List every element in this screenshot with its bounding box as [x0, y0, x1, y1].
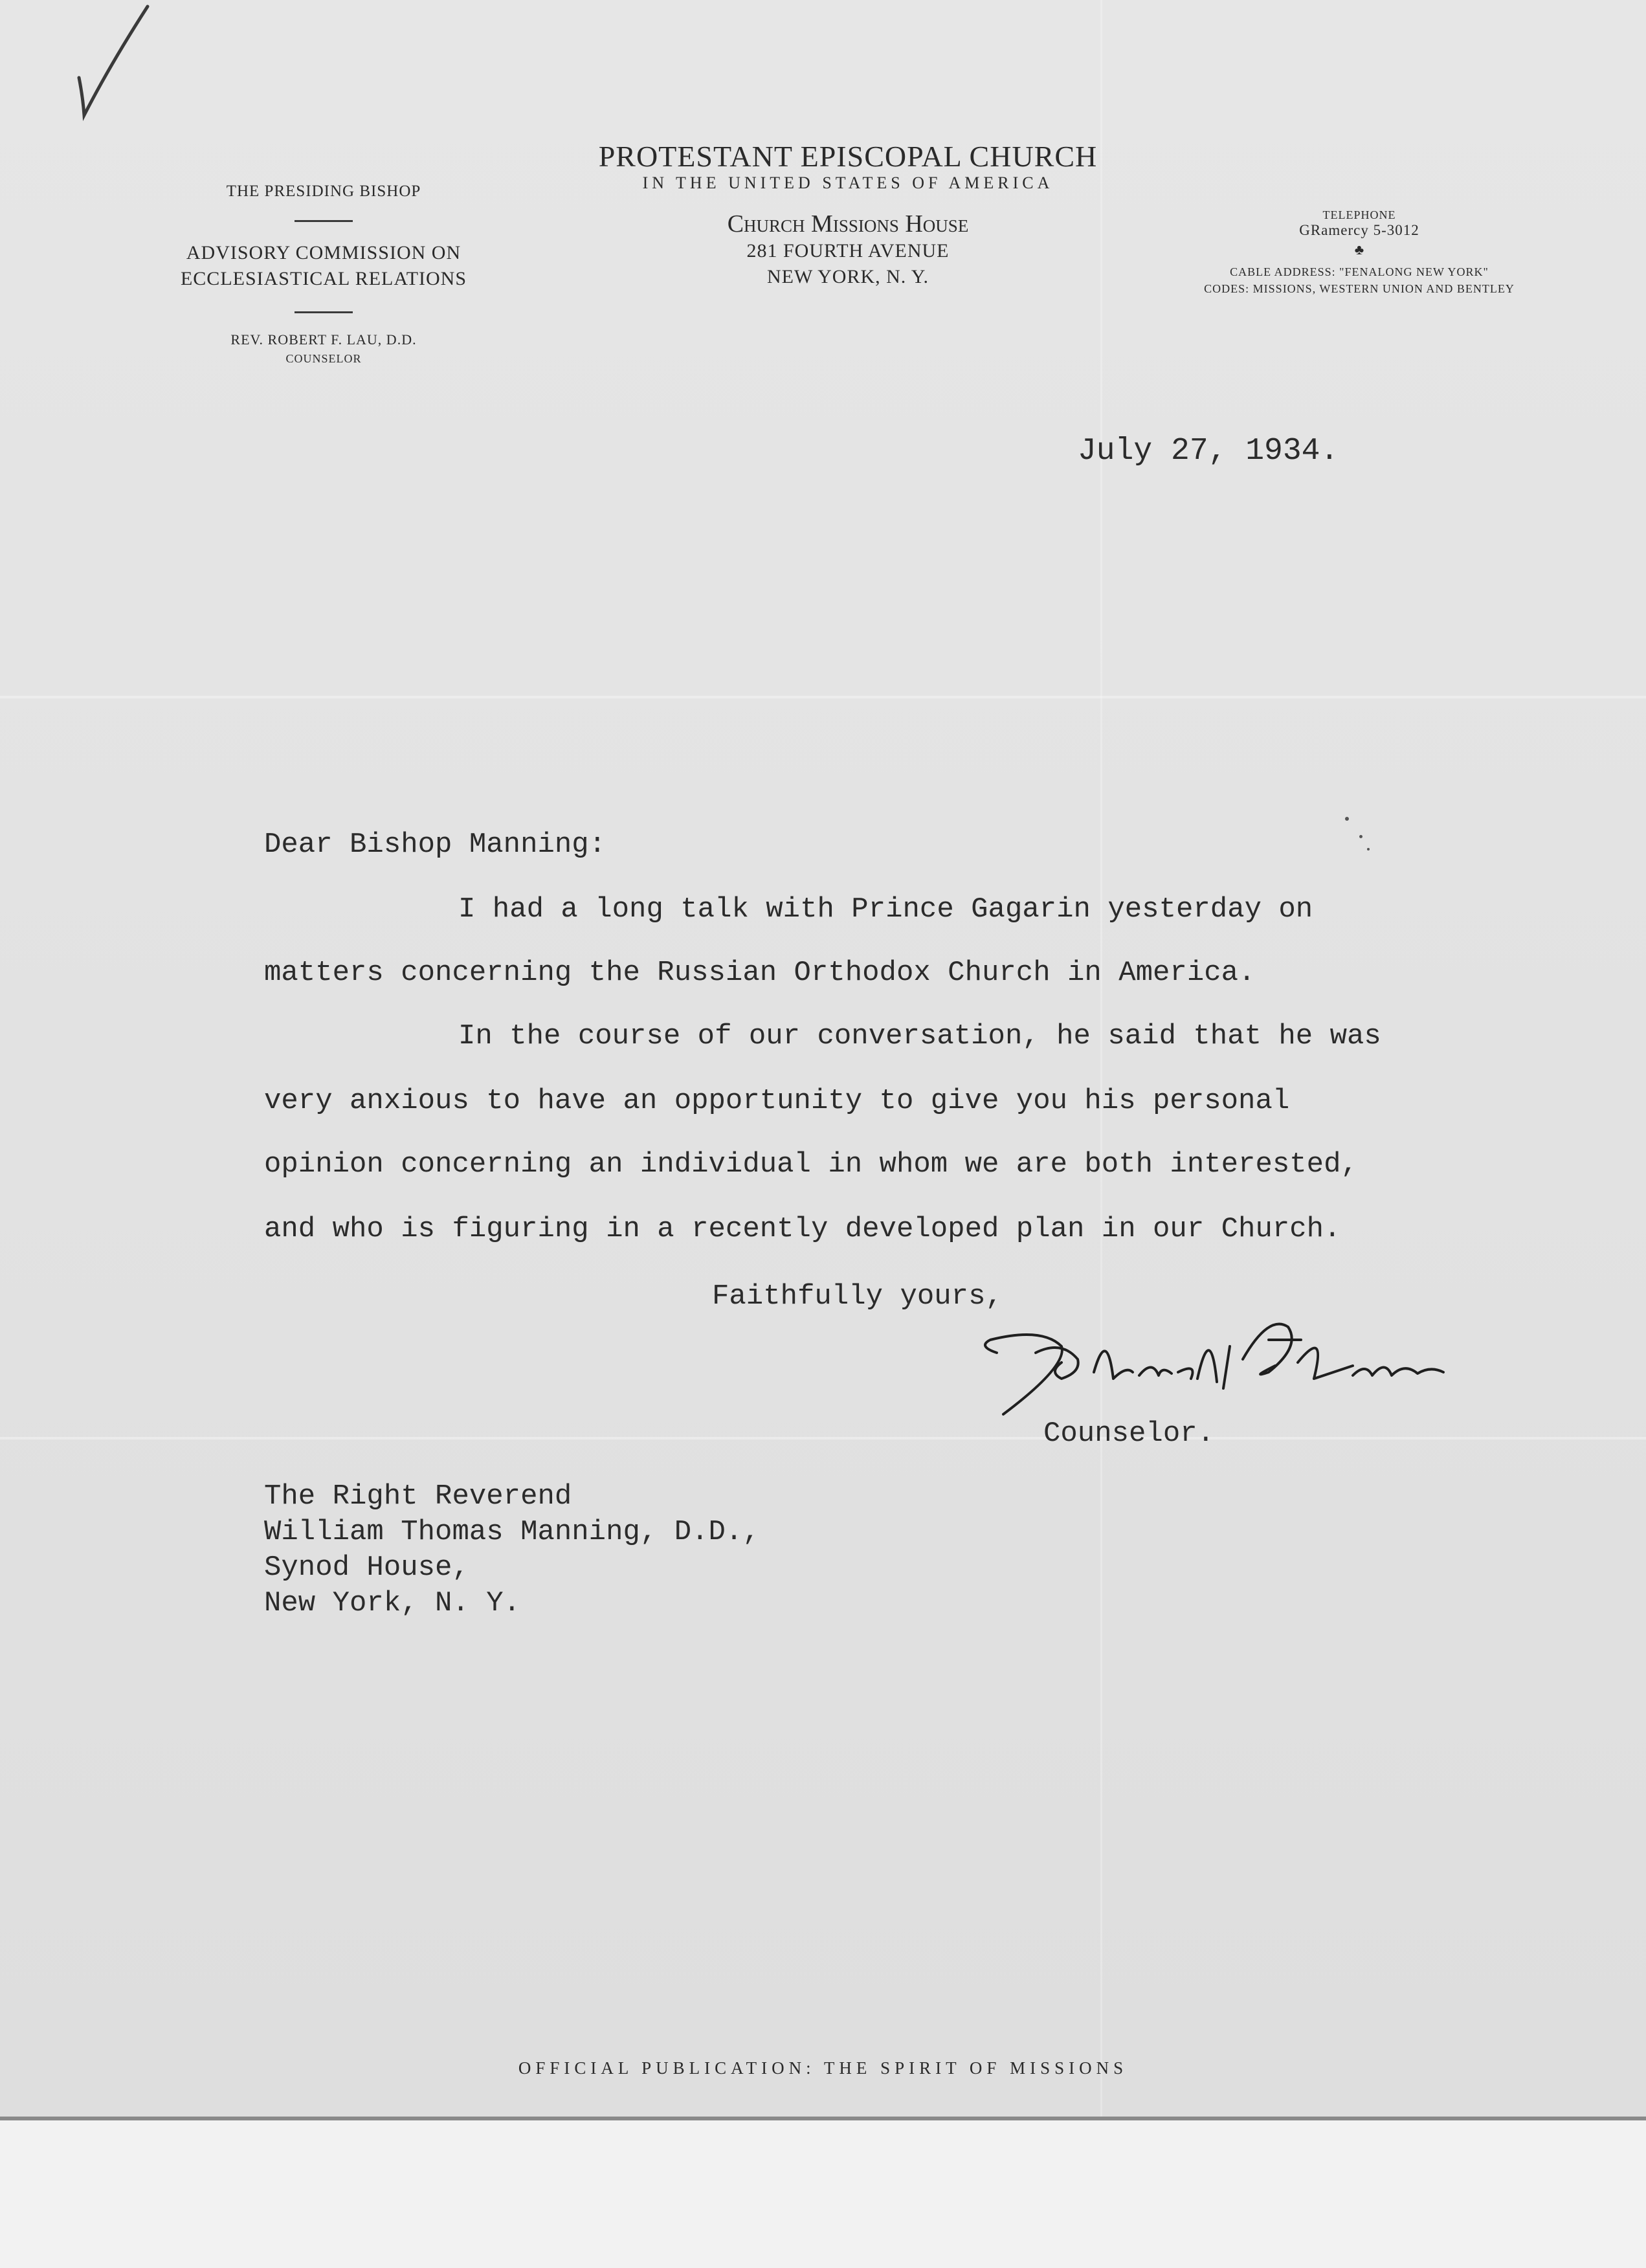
fold-line	[0, 1437, 1646, 1440]
ornament-icon: ♣	[1354, 241, 1364, 258]
commission-line-2: ECCLESIASTICAL RELATIONS	[180, 268, 467, 289]
fold-line	[0, 696, 1646, 698]
letterhead-center	[570, 139, 1126, 290]
divider	[295, 220, 353, 222]
body-line: In the course of our conversation, he said that he was	[458, 1020, 1381, 1052]
paper-speck	[1367, 848, 1370, 850]
body-line: and who is figuring in a recently developed plan in our Church.	[264, 1213, 1341, 1245]
letter-date: July 27, 1934.	[1078, 434, 1339, 469]
body-line: opinion concerning an individual in whom we are both interested,	[264, 1148, 1358, 1181]
city-address: NEW YORK, N. Y.	[766, 266, 929, 287]
church-name: PROTESTANT EPISCOPAL CHURCH	[598, 140, 1098, 173]
checkmark-icon	[71, 0, 162, 129]
salutation: Dear Bishop Manning:	[264, 828, 606, 861]
recipient-address	[264, 1479, 760, 1621]
letterhead-right	[1139, 208, 1579, 297]
footer-publication: OFFICIAL PUBLICATION: THE SPIRIT OF MISSIONS	[518, 2058, 1128, 2078]
counselor-title: COUNSELOR	[285, 352, 362, 365]
recipient-line: Synod House,	[264, 1551, 469, 1584]
fold-line	[1100, 0, 1102, 2117]
presiding-bishop-label: THE PRESIDING BISHOP	[226, 183, 421, 200]
body-line: very anxious to have an opportunity to give you his personal	[264, 1085, 1290, 1117]
closing: Faithfully yours,	[712, 1280, 1003, 1313]
telephone-number: GRamercy 5-3012	[1299, 222, 1419, 238]
letterhead-left	[149, 183, 498, 366]
commission-line-1: ADVISORY COMMISSION ON	[186, 242, 462, 263]
street-address: 281 FOURTH AVENUE	[746, 240, 950, 261]
missions-house: Church Missions House	[727, 210, 969, 238]
body-line: matters concerning the Russian Orthodox Church in America.	[264, 957, 1256, 989]
counselor-name: REV. ROBERT F. LAU, D.D.	[230, 331, 417, 348]
recipient-line: William Thomas Manning, D.D.,	[264, 1516, 760, 1548]
telegraph-codes: CODES: MISSIONS, WESTERN UNION AND BENTLEY	[1204, 282, 1515, 295]
recipient-line: New York, N. Y.	[264, 1587, 521, 1619]
signer-title: Counselor.	[1043, 1418, 1215, 1450]
body-line: I had a long talk with Prince Gagarin yesterday on	[458, 893, 1313, 926]
signature	[964, 1301, 1482, 1430]
recipient-line: The Right Reverend	[264, 1480, 572, 1513]
telephone-label: TELEPHONE	[1322, 208, 1396, 221]
church-country: IN THE UNITED STATES OF AMERICA	[642, 173, 1054, 192]
paper-speck	[1345, 817, 1349, 821]
cable-address: CABLE ADDRESS: "FENALONG NEW YORK"	[1230, 265, 1489, 278]
paper-speck	[1359, 835, 1362, 838]
divider	[295, 311, 353, 313]
